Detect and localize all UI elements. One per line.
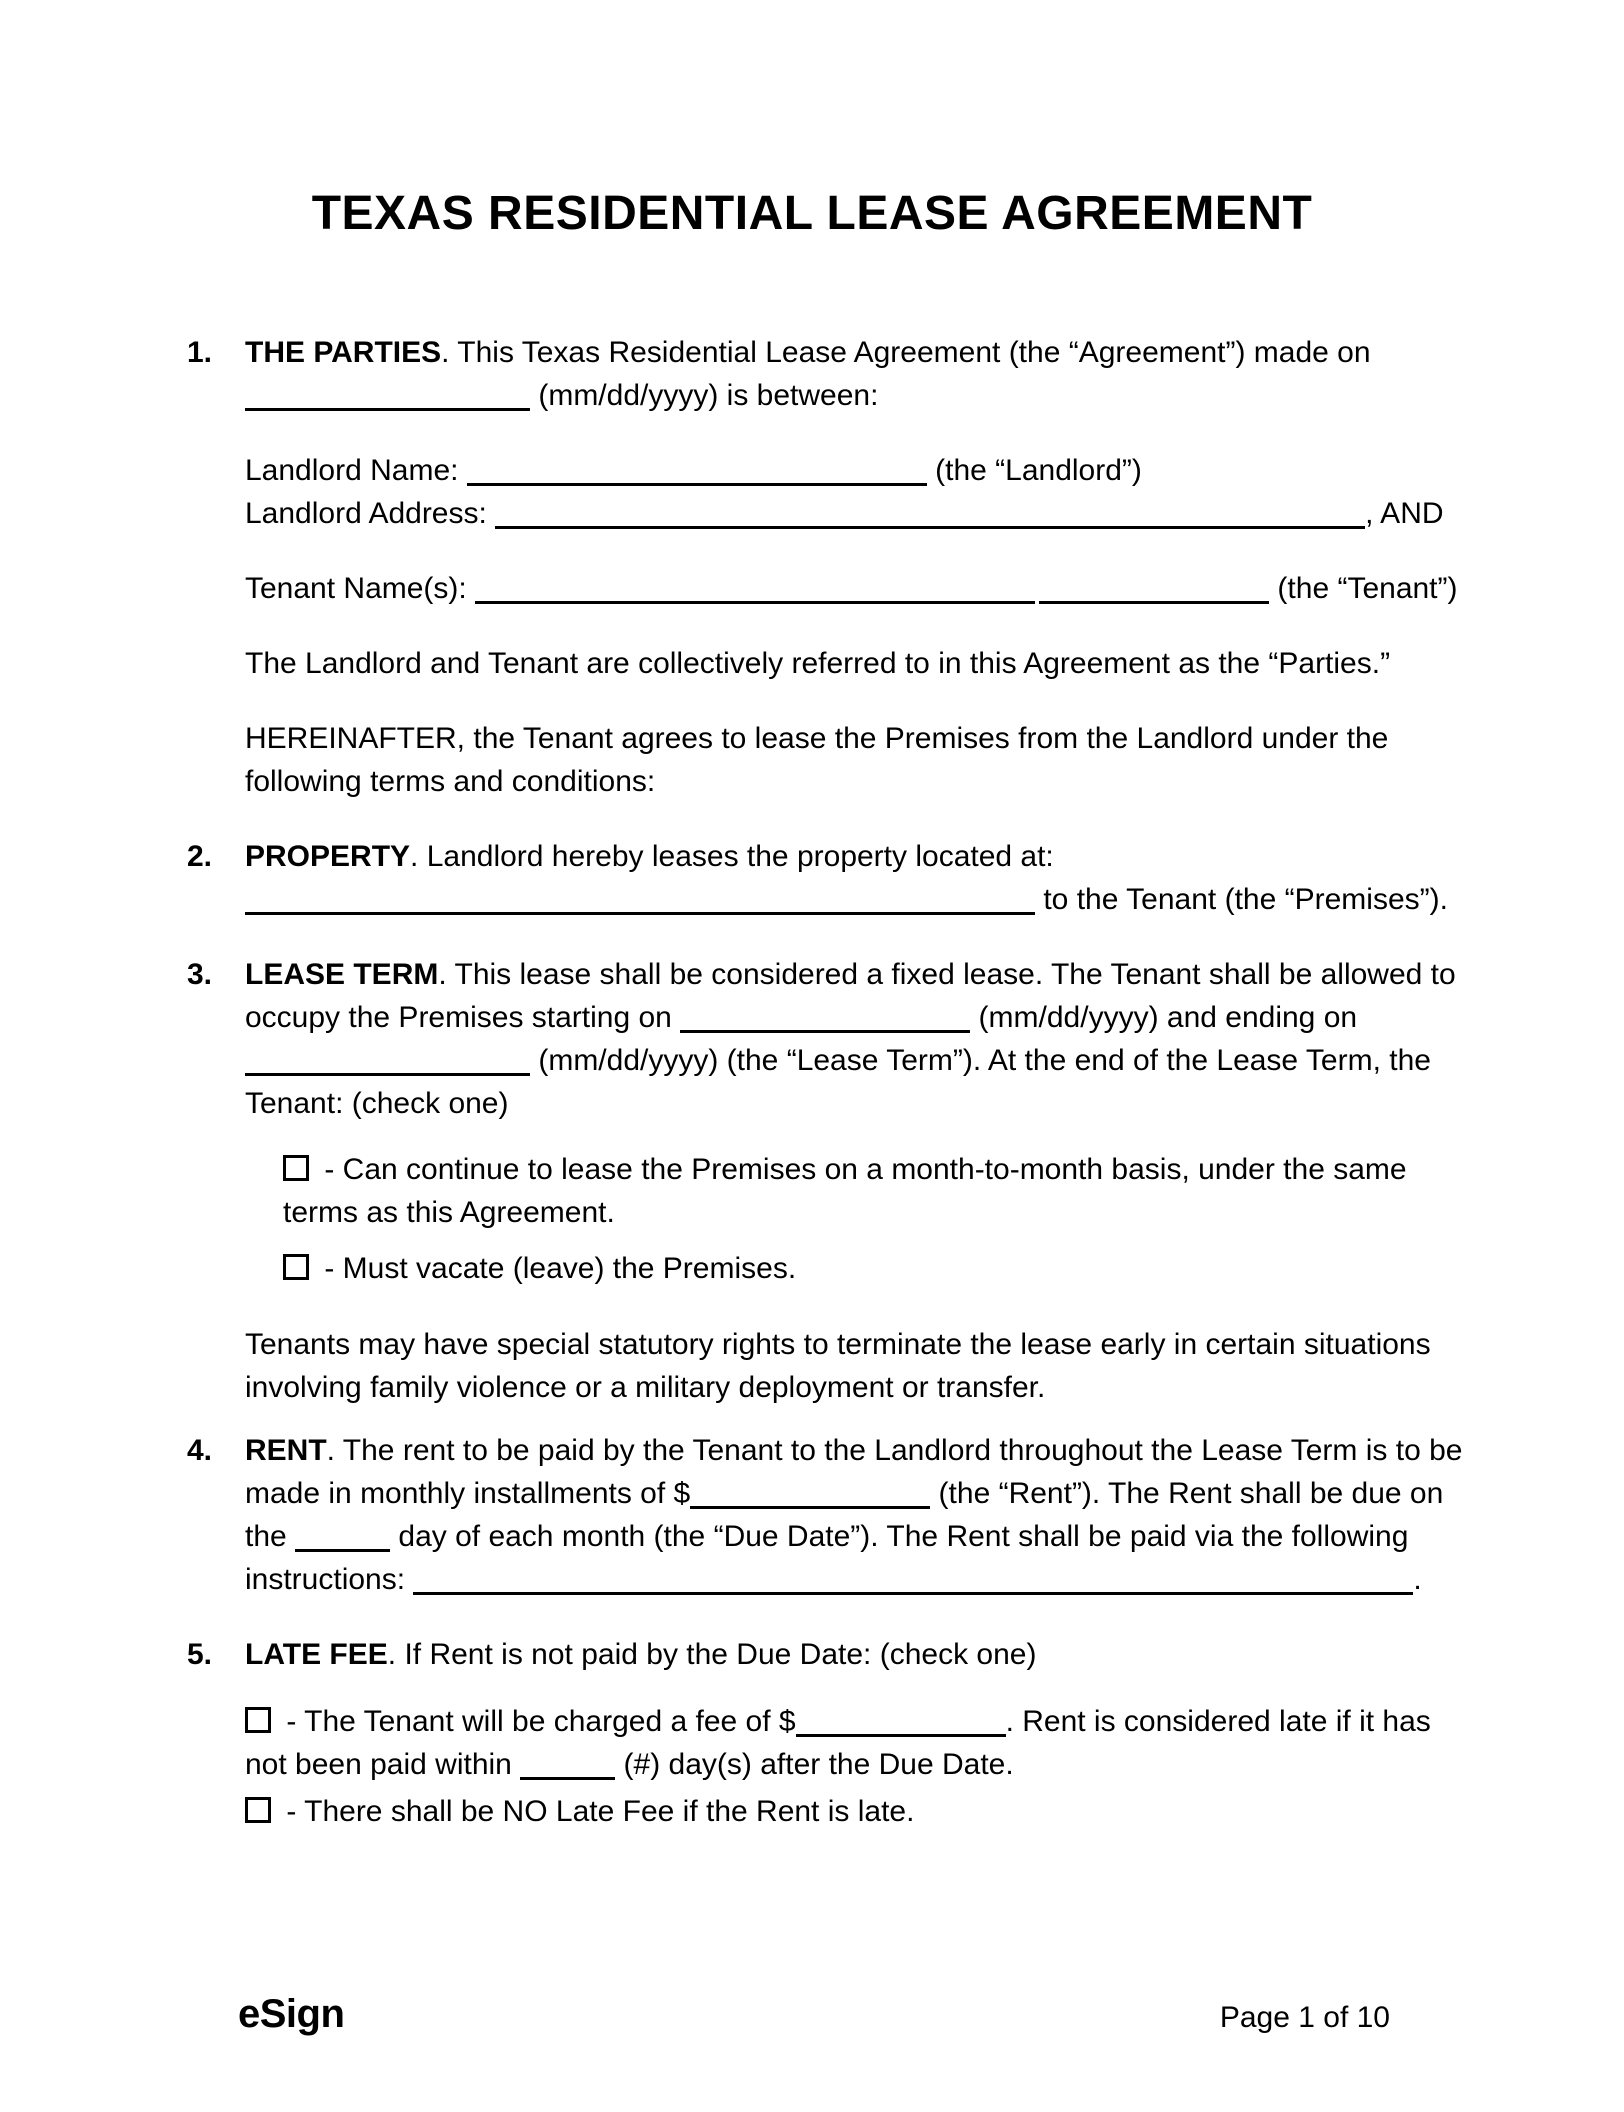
section-heading: LEASE TERM	[245, 958, 439, 991]
blank-field[interactable]	[1039, 575, 1269, 604]
form-line	[283, 1247, 1494, 1290]
form-line	[245, 953, 1494, 996]
text-run: Tenant Name(s):	[245, 572, 476, 605]
paragraph	[245, 331, 1494, 417]
blank-field[interactable]	[467, 457, 927, 486]
paragraph	[245, 953, 1494, 1125]
text-run: day of each month (the “Due Date”). The Rent shall be paid via the following	[390, 1520, 1409, 1553]
text-run: - There shall be NO Late Fee if the Rent is late.	[278, 1795, 915, 1828]
text-run: HEREINAFTER, the Tenant agrees to lease the Premises from the Landlord under the	[245, 722, 1389, 755]
text-run: (the “Landlord”)	[926, 454, 1142, 487]
text-run: (the “Rent”). The Rent shall be due on	[930, 1477, 1444, 1510]
document-title: TEXAS RESIDENTIAL LEASE AGREEMENT	[311, 187, 1313, 240]
paragraph	[245, 717, 1494, 803]
text-run: - Can continue to lease the Premises on a month-to-month basis, under the same	[316, 1153, 1407, 1186]
section-body	[245, 835, 1494, 921]
checkbox[interactable]	[283, 1155, 309, 1181]
text-run: (#) day(s) after the Due Date.	[615, 1748, 1014, 1781]
section-number: 1.	[187, 336, 213, 369]
checkbox[interactable]	[245, 1797, 271, 1823]
section-body	[245, 953, 1494, 1409]
section-the-parties	[187, 331, 1494, 803]
form-line	[245, 1082, 1494, 1125]
form-line	[245, 835, 1494, 878]
blank-field[interactable]	[413, 1566, 1413, 1595]
form-line	[283, 1148, 1494, 1191]
text-run: . The rent to be paid by the Tenant to the Landlord throughout the Lease Term is to be	[326, 1434, 1463, 1467]
form-line	[245, 1323, 1494, 1366]
text-run: (mm/dd/yyyy) is between:	[530, 379, 879, 412]
form-line	[245, 374, 1494, 417]
form-line	[245, 1515, 1494, 1558]
section-property	[187, 835, 1494, 921]
text-run: . This Texas Residential Lease Agreement (the “Agreement”) made on	[441, 336, 1371, 369]
blank-field[interactable]	[245, 1047, 530, 1076]
form-line	[245, 1472, 1494, 1515]
section-rent	[187, 1429, 1494, 1601]
form-line	[245, 1366, 1494, 1409]
form-line	[245, 1743, 1494, 1786]
form-line	[245, 1558, 1494, 1601]
text-run: the	[245, 1520, 296, 1553]
paragraph	[245, 1323, 1494, 1409]
text-run: , AND	[1365, 497, 1444, 530]
form-line	[283, 1191, 1494, 1234]
text-run: - The Tenant will be charged a fee of $	[278, 1705, 796, 1738]
form-line	[245, 1790, 1494, 1833]
section-body	[245, 331, 1494, 803]
checkbox[interactable]	[245, 1707, 271, 1733]
text-run: - Must vacate (leave) the Premises.	[316, 1252, 797, 1285]
section-number: 5.	[187, 1638, 213, 1671]
text-run: to the Tenant (the “Premises”).	[1035, 883, 1448, 916]
form-line	[245, 449, 1494, 492]
esign-logo: eSign	[238, 1992, 345, 2036]
blank-field[interactable]	[680, 1004, 970, 1033]
blank-field[interactable]	[475, 575, 1035, 604]
section-heading: RENT	[245, 1434, 327, 1467]
text-run: Landlord Address:	[245, 497, 496, 530]
text-run: following terms and conditions:	[245, 765, 656, 798]
paragraph	[283, 1247, 1494, 1290]
page-footer	[238, 1992, 1390, 2039]
text-run: The Landlord and Tenant are collectively referred to in this Agreement as the “Parties.”	[245, 647, 1391, 680]
text-run: Tenant: (check one)	[245, 1087, 509, 1120]
section-number: 3.	[187, 958, 213, 991]
paragraph	[283, 1148, 1494, 1234]
form-line	[245, 1633, 1494, 1676]
page-number-label: Page 1 of 10	[1219, 2001, 1390, 2034]
form-line	[245, 331, 1494, 374]
form-line	[245, 1429, 1494, 1472]
text-run: terms as this Agreement.	[283, 1196, 615, 1229]
paragraph	[245, 642, 1494, 685]
blank-field[interactable]	[520, 1751, 615, 1780]
text-run: (the “Tenant”)	[1269, 572, 1458, 605]
section-heading: PROPERTY	[245, 840, 411, 873]
section-body	[245, 1633, 1494, 1833]
text-run: .	[1413, 1563, 1422, 1596]
text-run: not been paid within	[245, 1748, 521, 1781]
blank-field[interactable]	[295, 1523, 390, 1552]
form-line	[245, 642, 1494, 685]
form-line	[245, 1700, 1494, 1743]
section-number: 4.	[187, 1434, 213, 1467]
section-late-fee	[187, 1633, 1494, 1833]
text-run: . Rent is considered late if it has	[1005, 1705, 1431, 1738]
paragraph	[245, 835, 1494, 921]
form-line	[245, 492, 1494, 535]
section-body	[245, 1429, 1494, 1601]
form-line	[245, 996, 1494, 1039]
paragraph	[245, 449, 1494, 535]
form-line	[245, 760, 1494, 803]
paragraph	[245, 1633, 1494, 1676]
text-run: . If Rent is not paid by the Due Date: (check one)	[387, 1638, 1037, 1671]
text-run: involving family violence or a military deployment or transfer.	[245, 1371, 1046, 1404]
text-run: Landlord Name:	[245, 454, 467, 487]
form-line	[245, 878, 1494, 921]
section-lease-term	[187, 953, 1494, 1409]
text-run: made in monthly installments of $	[245, 1477, 691, 1510]
paragraph	[245, 1700, 1494, 1786]
text-run: Tenants may have special statutory rights to terminate the lease early in certain situations	[245, 1328, 1431, 1361]
form-line	[245, 717, 1494, 760]
form-line	[245, 1039, 1494, 1082]
checkbox[interactable]	[283, 1254, 309, 1280]
sections-container	[187, 331, 1494, 1833]
form-line	[245, 567, 1494, 610]
blank-field[interactable]	[796, 1708, 1006, 1737]
text-run: (mm/dd/yyyy) and ending on	[970, 1001, 1358, 1034]
section-heading: THE PARTIES	[245, 336, 442, 369]
text-run: (mm/dd/yyyy) (the “Lease Term”). At the end of the Lease Term, the	[530, 1044, 1431, 1077]
text-run: instructions:	[245, 1563, 414, 1596]
text-run: . Landlord hereby leases the property located at:	[410, 840, 1054, 873]
paragraph	[245, 1429, 1494, 1601]
text-run: . This lease shall be considered a fixed lease. The Tenant shall be allowed to	[438, 958, 1456, 991]
blank-field[interactable]	[245, 886, 1035, 915]
blank-field[interactable]	[495, 500, 1365, 529]
paragraph	[245, 567, 1494, 610]
text-run: occupy the Premises starting on	[245, 1001, 681, 1034]
blank-field[interactable]	[245, 382, 530, 411]
section-number: 2.	[187, 840, 213, 873]
paragraph	[245, 1790, 1494, 1833]
blank-field[interactable]	[690, 1480, 930, 1509]
section-heading: LATE FEE	[245, 1638, 388, 1671]
